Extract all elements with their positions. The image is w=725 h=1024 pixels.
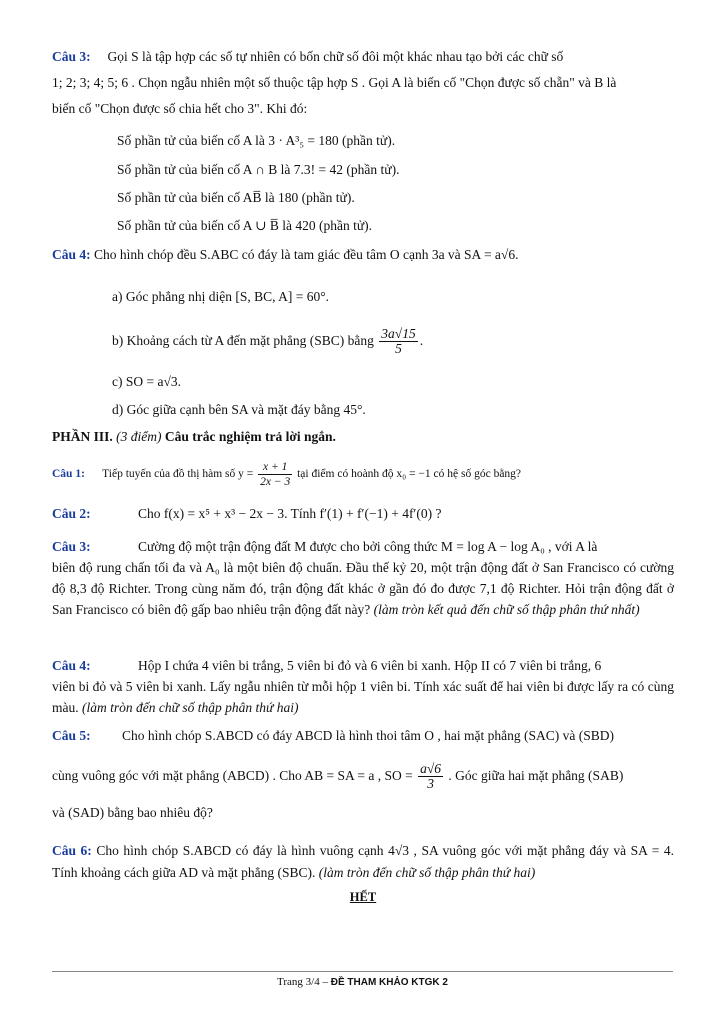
option-c bbox=[112, 369, 181, 395]
question-label: Câu 3: bbox=[52, 539, 91, 554]
question-note: (làm tròn đến chữ số thập phân thứ hai) bbox=[318, 865, 536, 880]
option-text: Số phần tử của biến cố A là 3 · A³₅ = 180 (phần tử). bbox=[117, 133, 396, 148]
question-text: Tiếp tuyến của đồ thị hàm số y = bbox=[102, 468, 254, 480]
option-text: Số phần tử của biến cố A ∩ B là 7.3! = 42 (phần tử). bbox=[117, 162, 400, 177]
short-question-5-line2 bbox=[52, 759, 623, 793]
question-3-true-false bbox=[52, 44, 674, 122]
short-question-6 bbox=[52, 840, 674, 884]
question-text: và (SAD) bằng bao nhiêu độ? bbox=[52, 805, 213, 820]
question-label: Câu 4: bbox=[52, 247, 91, 262]
question-label: Câu 4: bbox=[52, 658, 91, 673]
denominator: 2x − 3 bbox=[260, 475, 291, 488]
option-text: b) Khoảng cách từ A đến mặt phẳng (SBC) bằng bbox=[112, 333, 374, 348]
short-question-5 bbox=[52, 723, 614, 749]
question-text: biên độ rung chấn tối đa và A₀ là một biên độ chuẩn. Đầu thế kỷ 20, một trận động đất ở San Francisco có cường độ 8,3 độ Richter. Trong cùng năm đó, trận động đất khác ở gần đó đo được 7,1 độ Richter. Hỏi trận động đất ở San Francisco có biên độ gấp bao nhiêu trận động đất này? bbox=[52, 560, 674, 617]
question-text: 1; 2; 3; 4; 5; 6 . Chọn ngẫu nhiên một số thuộc tập hợp S . Gọi A là biến cố "Chọn được số chẵn" và B là bbox=[52, 75, 617, 90]
question-note: (làm tròn kết quả đến chữ số thập phân thứ nhất) bbox=[373, 602, 640, 617]
footer-divider bbox=[52, 971, 673, 972]
option-b bbox=[117, 157, 399, 183]
fraction bbox=[258, 460, 292, 489]
question-label: Câu 3: bbox=[52, 49, 91, 64]
question-text: tại điểm có hoành độ x₀ = −1 có hệ số góc bằng? bbox=[297, 468, 522, 480]
numerator: a√6 bbox=[420, 761, 442, 777]
short-question-3 bbox=[52, 536, 674, 620]
option-text: Số phần tử của biến cố AB̅ là 180 (phần tử). bbox=[117, 190, 355, 205]
numerator: x + 1 bbox=[258, 460, 292, 475]
page-number: Trang 3/4 – bbox=[277, 976, 328, 988]
section-subtitle: Câu trắc nghiệm trả lời ngắn. bbox=[164, 429, 336, 444]
question-text: . Góc giữa hai mặt phẳng (SAB) bbox=[448, 768, 624, 783]
question-text: viên bi đỏ và 5 viên bi xanh. Lấy ngẫu nhiên từ mỗi hộp 1 viên bi. Tính xác suất để hai viên bi được lấy ra có cùng màu. bbox=[52, 679, 674, 715]
question-text: Cho f(x) = x⁵ + x³ − 2x − 3. Tính f′(1) + f′(−1) + 4f′(0) ? bbox=[138, 506, 442, 521]
short-question-1 bbox=[52, 458, 521, 490]
option-text: d) Góc giữa cạnh bên SA và mặt đáy bằng 45°. bbox=[112, 402, 366, 417]
option-a bbox=[117, 128, 395, 154]
option-text: Số phần tử của biến cố A ∪ B̅ là 420 (phần tử). bbox=[117, 218, 373, 233]
numerator: 3a√15 bbox=[381, 326, 416, 342]
question-text: biến cố "Chọn được số chia hết cho 3". Khi đó: bbox=[52, 101, 308, 116]
fraction bbox=[418, 762, 443, 791]
denominator: 3 bbox=[427, 776, 434, 792]
question-text: Cường độ một trận động đất M được cho bởi công thức M = log A − log A₀ , với A là bbox=[138, 539, 598, 554]
option-b: b) Khoảng cách từ A đến mặt phẳng (SBC) bằng $\frac{3a√15}{5}$ . bbox=[112, 326, 424, 357]
short-question-2 bbox=[52, 501, 442, 527]
short-question-5-line3 bbox=[52, 800, 213, 826]
option-d bbox=[117, 213, 372, 239]
section-heading bbox=[52, 424, 336, 450]
footer-title: ĐỀ THAM KHẢO KTGK 2 bbox=[330, 977, 448, 988]
question-note: (làm tròn đến chữ số thập phân thứ hai) bbox=[82, 700, 299, 715]
question-text: Cho hình chóp S.ABCD có đáy là hình vuông cạnh 4√3 , SA vuông góc với mặt phẳng đáy và SA = 4. Tính khoảng cách giữa AD và mặt phẳng (SBC). bbox=[52, 843, 674, 880]
section-points: (3 điểm) bbox=[116, 429, 162, 444]
end-text: HẾT bbox=[349, 890, 377, 904]
option-d bbox=[112, 397, 366, 423]
question-label: Câu 6: bbox=[52, 843, 92, 858]
question-label: Câu 1: bbox=[52, 468, 85, 480]
option-c bbox=[117, 185, 355, 211]
short-question-4 bbox=[52, 655, 674, 718]
option-a bbox=[112, 284, 329, 310]
page-footer bbox=[0, 976, 725, 988]
question-text: Cho hình chóp đều S.ABC có đáy là tam giác đều tâm O cạnh 3a và SA = a√6. bbox=[94, 247, 519, 262]
question-text: Hộp I chứa 4 viên bi trắng, 5 viên bi đỏ và 6 viên bi xanh. Hộp II có 7 viên bi trắng, 6 bbox=[138, 658, 602, 673]
question-label: Câu 2: bbox=[52, 506, 91, 521]
question-4-true-false bbox=[52, 242, 518, 268]
denominator: 5 bbox=[395, 341, 402, 357]
section-title: PHẦN III. bbox=[52, 429, 113, 444]
question-text: cùng vuông góc với mặt phẳng (ABCD) . Cho AB = SA = a , SO = bbox=[52, 768, 413, 783]
question-text: Cho hình chóp S.ABCD có đáy ABCD là hình thoi tâm O , hai mặt phẳng (SAC) và (SBD) bbox=[122, 728, 614, 743]
option-text: c) SO = a√3. bbox=[112, 374, 182, 389]
question-text: Gọi S là tập hợp các số tự nhiên có bốn chữ số đôi một khác nhau tạo bởi các chữ số bbox=[107, 49, 564, 64]
fraction bbox=[379, 327, 417, 356]
option-text: a) Góc phẳng nhị diện [S, BC, A] = 60°. bbox=[112, 289, 329, 304]
question-label: Câu 5: bbox=[52, 728, 91, 743]
end-marker bbox=[52, 884, 674, 910]
